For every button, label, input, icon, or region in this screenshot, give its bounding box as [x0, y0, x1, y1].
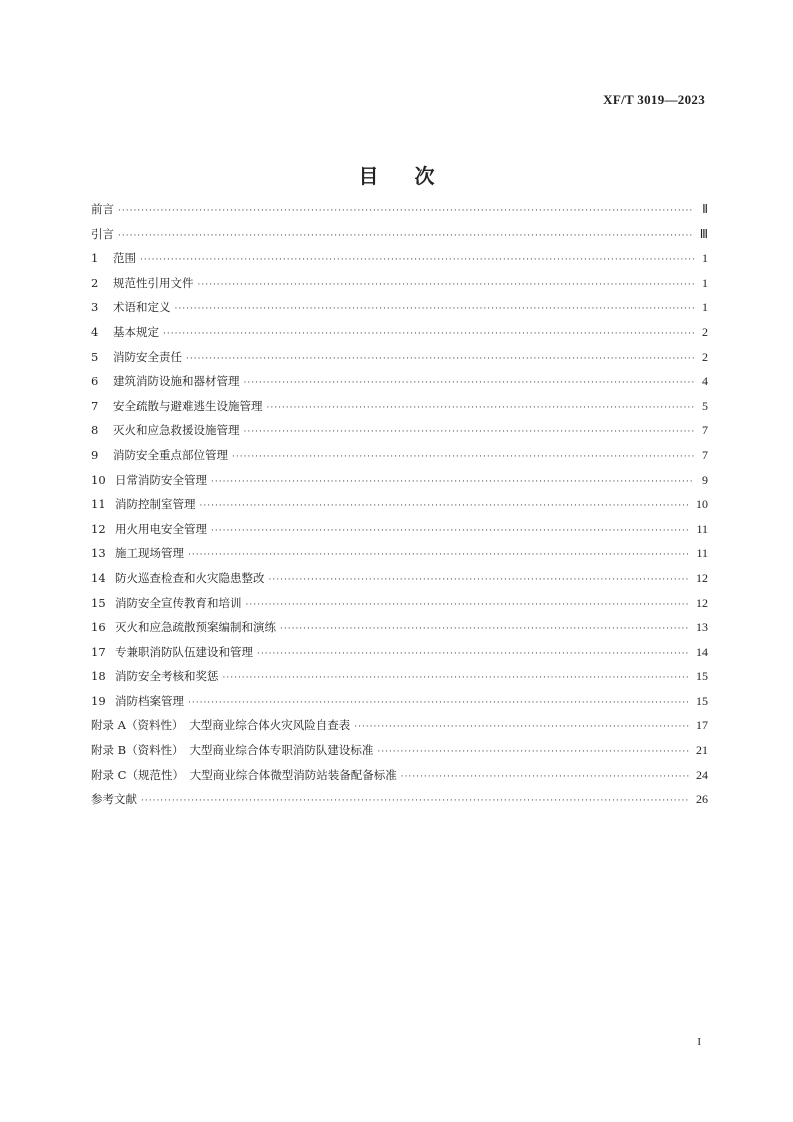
- toc-entry-page: 7: [702, 423, 708, 438]
- dot-leader: [244, 378, 695, 388]
- toc-entry-page: 13: [696, 620, 708, 635]
- toc-entry-label: 参考文献: [91, 792, 137, 807]
- dot-leader: [232, 452, 694, 462]
- toc-entry-number: 2: [91, 275, 99, 290]
- toc-entry-label: 日常消防安全管理: [115, 472, 207, 487]
- toc-entry-page: 5: [702, 398, 708, 413]
- toc-entry-page: Ⅲ: [699, 226, 708, 241]
- toc-entry[interactable]: [91, 422, 708, 447]
- dot-leader: [280, 624, 690, 634]
- toc-entry-page: 24: [696, 767, 708, 782]
- page-number: I: [697, 1036, 701, 1048]
- toc-entry[interactable]: [91, 545, 708, 570]
- toc-entry-number: 14: [91, 570, 106, 585]
- toc-entry[interactable]: [91, 693, 708, 718]
- toc-entry-label: 消防档案管理: [115, 693, 184, 708]
- toc-entry[interactable]: [91, 349, 708, 374]
- table-of-contents: [91, 201, 708, 816]
- title-char: 次: [414, 164, 435, 188]
- toc-entry-page: 2: [702, 349, 708, 364]
- toc-entry-number: 11: [91, 497, 106, 512]
- toc-entry-page: 17: [696, 718, 708, 733]
- toc-entry-label: 灭火和应急疏散预案编制和演练: [115, 620, 276, 635]
- toc-entry-label: 附录 B（资料性） 大型商业综合体专职消防队建设标准: [91, 743, 374, 758]
- toc-entry-label: 安全疏散与避难逃生设施管理: [113, 398, 263, 413]
- toc-entry-label: 范围: [113, 251, 136, 266]
- toc-entry-number: 17: [91, 644, 106, 659]
- toc-entry-page: 1: [702, 275, 708, 290]
- standard-code: XF/T 3019—2023: [603, 92, 705, 107]
- toc-entry-page: 15: [696, 693, 708, 708]
- toc-entry-label: 引言: [91, 226, 114, 241]
- toc-entry-label: 专兼职消防队伍建设和管理: [115, 644, 253, 659]
- toc-entry[interactable]: [91, 570, 708, 595]
- toc-entry-page: 7: [702, 447, 708, 462]
- toc-entry-page: 2: [702, 324, 708, 339]
- toc-entry[interactable]: [91, 447, 708, 472]
- dot-leader: [186, 354, 694, 364]
- dot-leader: [175, 304, 695, 314]
- toc-entry[interactable]: [91, 717, 708, 742]
- dot-leader: [267, 403, 695, 413]
- toc-entry-page: 4: [702, 374, 708, 389]
- toc-entry-label: 防火巡查检查和火灾隐患整改: [115, 570, 265, 585]
- toc-entry[interactable]: [91, 742, 708, 767]
- dot-leader: [141, 796, 690, 806]
- toc-entry-page: Ⅱ: [702, 202, 708, 216]
- toc-entry[interactable]: [91, 324, 708, 349]
- toc-entry-label: 附录 A（资料性） 大型商业综合体火灾风险自查表: [91, 718, 351, 733]
- toc-entry-number: 19: [91, 693, 106, 708]
- page-title: [0, 160, 793, 189]
- dot-leader: [118, 206, 694, 216]
- toc-entry-label: 用火用电安全管理: [115, 521, 207, 536]
- toc-entry-number: 6: [91, 374, 99, 389]
- dot-leader: [223, 673, 691, 683]
- toc-entry-label: 消防安全责任: [113, 349, 182, 364]
- toc-entry-label: 术语和定义: [113, 300, 171, 315]
- toc-entry-number: 18: [91, 669, 106, 684]
- toc-entry[interactable]: [91, 668, 708, 693]
- toc-entry-number: 12: [91, 521, 106, 536]
- dot-leader: [269, 575, 691, 585]
- toc-entry-page: 10: [696, 497, 708, 512]
- toc-entry[interactable]: [91, 791, 708, 816]
- toc-entry-number: 10: [91, 472, 106, 487]
- toc-entry-page: 12: [696, 570, 708, 585]
- dot-leader: [118, 231, 694, 241]
- toc-entry[interactable]: [91, 275, 708, 300]
- toc-entry[interactable]: [91, 496, 708, 521]
- toc-entry-label: 消防控制室管理: [115, 497, 196, 512]
- toc-entry-number: 9: [91, 447, 99, 462]
- toc-entry[interactable]: [91, 250, 708, 275]
- dot-leader: [211, 526, 690, 536]
- dot-leader: [163, 329, 694, 339]
- toc-entry-page: 9: [702, 472, 708, 487]
- toc-entry[interactable]: [91, 644, 708, 669]
- toc-entry-label: 附录 C（规范性） 大型商业综合体微型消防站装备配备标准: [91, 767, 397, 782]
- dot-leader: [257, 649, 690, 659]
- toc-entry-label: 消防安全重点部位管理: [113, 447, 228, 462]
- toc-entry-page: 1: [702, 251, 708, 266]
- toc-entry-page: 26: [696, 792, 708, 807]
- toc-entry-label: 建筑消防设施和器材管理: [113, 374, 240, 389]
- dot-leader: [188, 550, 690, 560]
- toc-entry-number: 8: [91, 423, 99, 438]
- toc-entry[interactable]: [91, 521, 708, 546]
- toc-entry-page: 12: [696, 595, 708, 610]
- toc-entry-number: 1: [91, 251, 99, 266]
- dot-leader: [198, 280, 695, 290]
- toc-entry-label: 基本规定: [113, 324, 159, 339]
- toc-entry-number: 15: [91, 595, 106, 610]
- toc-entry[interactable]: [91, 472, 708, 497]
- dot-leader: [211, 477, 694, 487]
- toc-entry[interactable]: [91, 226, 708, 251]
- toc-entry-page: 21: [696, 743, 708, 758]
- toc-entry[interactable]: [91, 619, 708, 644]
- dot-leader: [354, 722, 690, 732]
- dot-leader: [200, 501, 691, 511]
- toc-entry-number: 7: [91, 398, 99, 413]
- toc-entry-label: 前言: [91, 202, 114, 216]
- toc-entry-page: 15: [696, 669, 708, 684]
- toc-entry-label: 消防安全考核和奖惩: [115, 669, 219, 684]
- toc-entry[interactable]: [91, 767, 708, 792]
- toc-entry-number: 3: [91, 300, 99, 315]
- toc-entry-page: 11: [696, 546, 708, 561]
- toc-entry-label: 施工现场管理: [115, 546, 184, 561]
- toc-entry-label: 消防安全宣传教育和培训: [115, 595, 242, 610]
- toc-entry[interactable]: [91, 595, 708, 620]
- toc-entry-number: 5: [91, 349, 99, 364]
- dot-leader: [401, 772, 690, 782]
- title-char: 目: [358, 164, 379, 188]
- toc-entry-label: 规范性引用文件: [113, 275, 194, 290]
- toc-entry[interactable]: [91, 398, 708, 423]
- toc-entry-number: 4: [91, 324, 99, 339]
- toc-entry[interactable]: [91, 201, 708, 226]
- toc-entry[interactable]: [91, 373, 708, 398]
- toc-entry-label: 灭火和应急救援设施管理: [113, 423, 240, 438]
- toc-entry-number: 13: [91, 546, 106, 561]
- dot-leader: [246, 600, 691, 610]
- dot-leader: [244, 427, 695, 437]
- toc-entry[interactable]: [91, 299, 708, 324]
- toc-entry-page: 14: [696, 644, 708, 659]
- toc-entry-page: 11: [696, 521, 708, 536]
- dot-leader: [377, 747, 690, 757]
- toc-entry-page: 1: [702, 300, 708, 315]
- dot-leader: [188, 698, 690, 708]
- toc-entry-number: 16: [91, 620, 106, 635]
- dot-leader: [140, 255, 694, 265]
